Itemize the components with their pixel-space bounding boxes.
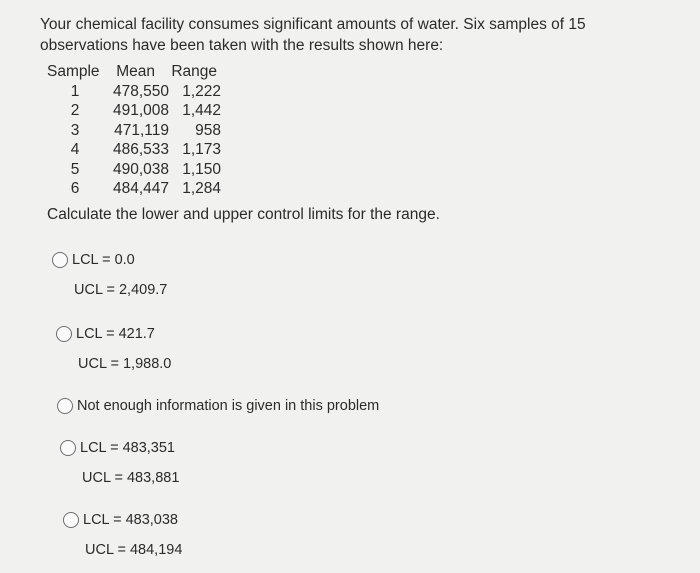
answer-option-2[interactable] [56, 326, 171, 372]
answer-option-3[interactable] [57, 398, 379, 414]
radio-button[interactable] [63, 512, 79, 528]
radio-button[interactable] [56, 326, 72, 342]
sample-cell: 4 [70, 141, 80, 158]
sample-cell: 2 [70, 102, 80, 119]
radio-button[interactable] [57, 398, 73, 414]
question-line-1: Your chemical facility consumes significant amounts of water. Six samples of 15 [40, 16, 586, 33]
option-line-1: LCL = 421.7 [76, 326, 155, 342]
option-line-2: UCL = 483,881 [82, 470, 180, 486]
sample-cell: 5 [70, 160, 80, 178]
option-line-2: UCL = 1,988.0 [78, 356, 172, 372]
sample-cell: 3 [70, 121, 80, 139]
header-range: Range [171, 63, 217, 80]
option-line-2: UCL = 484,194 [85, 542, 183, 558]
mean-cell: 486,533 [112, 141, 169, 158]
option-line-1: Not enough information is given in this problem [77, 398, 380, 414]
mean-cell: 478,550 [112, 82, 169, 100]
table-row [47, 82, 221, 102]
question-text [40, 14, 680, 56]
range-cell: 1,150 [182, 160, 221, 178]
header-sample: Sample [47, 63, 100, 80]
option-line-1: LCL = 483,351 [80, 440, 176, 456]
table-row [47, 140, 221, 160]
data-table [47, 62, 221, 199]
answer-option-5[interactable] [63, 512, 182, 558]
mean-cell: 491,008 [112, 102, 169, 119]
sample-cell: 1 [70, 82, 80, 100]
header-mean: Mean [116, 63, 155, 80]
range-cell: 1,284 [182, 180, 221, 197]
option-line-1: LCL = 0.0 [72, 252, 135, 268]
sample-cell: 6 [70, 180, 80, 197]
option-line-1: LCL = 483,038 [83, 512, 179, 528]
mean-cell: 490,038 [112, 160, 169, 178]
mean-cell: 484,447 [112, 180, 169, 197]
answer-option-4[interactable] [60, 440, 179, 486]
question-line-2: observations have been taken with the results shown here: [40, 37, 444, 54]
range-cell: 1,173 [182, 141, 221, 158]
mean-cell: 471,119 [114, 121, 169, 139]
answer-option-1[interactable] [52, 252, 167, 298]
range-cell: 1,442 [182, 102, 221, 119]
radio-button[interactable] [60, 440, 76, 456]
option-line-2: UCL = 2,409.7 [74, 282, 168, 298]
table-row [47, 179, 221, 199]
radio-button[interactable] [52, 252, 68, 268]
range-cell: 958 [195, 121, 221, 139]
question-prompt: Calculate the lower and upper control limits for the range. [47, 206, 440, 223]
table-row [47, 101, 221, 121]
range-cell: 1,222 [182, 82, 221, 100]
table-header [47, 62, 221, 82]
table-row [47, 121, 221, 141]
table-row [47, 160, 221, 180]
